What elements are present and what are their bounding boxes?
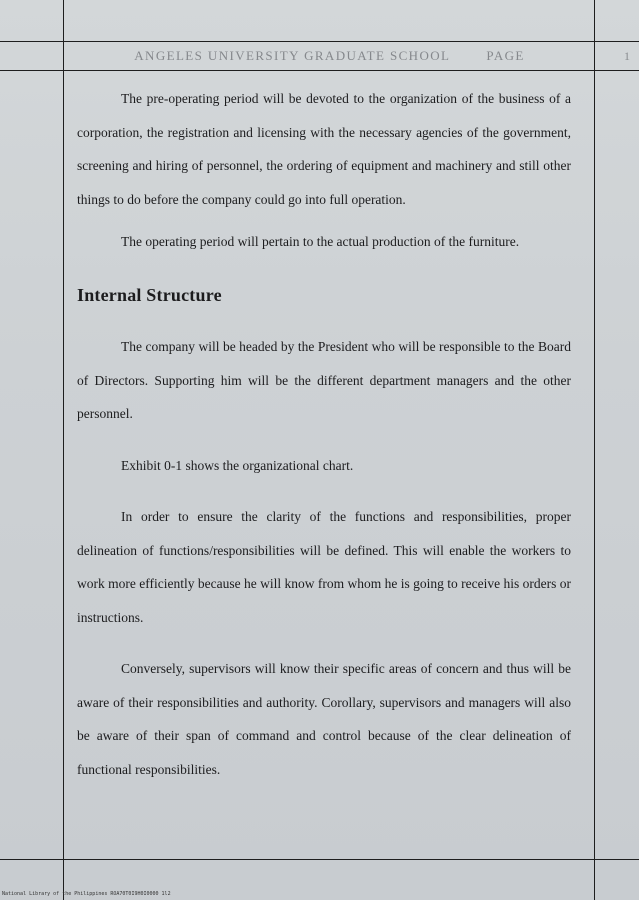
header-page-label: PAGE <box>486 48 525 63</box>
header-bottom-rule <box>0 70 639 71</box>
scan-footer: National Library of the Philippines ROA70T0I9H0I0000 1l2 <box>2 891 171 897</box>
header-top-rule <box>0 41 639 42</box>
header-title: ANGELES UNIVERSITY GRADUATE SCHOOL <box>134 48 451 63</box>
page-header <box>64 44 595 68</box>
page-number: 1 <box>624 49 630 63</box>
footer-rule <box>0 859 639 860</box>
paragraph-pre-operating: The pre-operating period will be devoted to the organization of the business of a corporation, the registration and licensing with the necessary agencies of the government, screening and hiring of personnel, the ordering of equipment and machinery and still other things to do before the company could go into full operation. <box>77 91 571 207</box>
paragraph-operating: The operating period will pertain to the actual production of the furniture. <box>121 234 520 249</box>
paragraph-structure: The company will be headed by the President who will be responsible to the Board of Directors. Supporting him will be the different department managers and the other personnel. <box>77 339 571 421</box>
paragraph-supervisors: Conversely, supervisors will know their specific areas of concern and thus will be aware of their responsibilities and authority. Corollary, supervisors and managers will also be aware of their span of command and control because of the clear delineation of functional responsibilities. <box>77 661 571 777</box>
left-margin-line <box>63 0 64 900</box>
paragraph-exhibit: Exhibit 0-1 shows the organizational chart. <box>121 457 354 473</box>
right-margin-line <box>594 0 595 900</box>
document-body <box>77 82 571 786</box>
section-heading: Internal Structure <box>77 284 222 305</box>
paragraph-delineation: In order to ensure the clarity of the functions and responsibilities, proper delineation of functions/responsibilities will be defined. This will enable the workers to work more efficiently because he will know from whom he is going to receive his orders or instructions. <box>77 509 571 625</box>
